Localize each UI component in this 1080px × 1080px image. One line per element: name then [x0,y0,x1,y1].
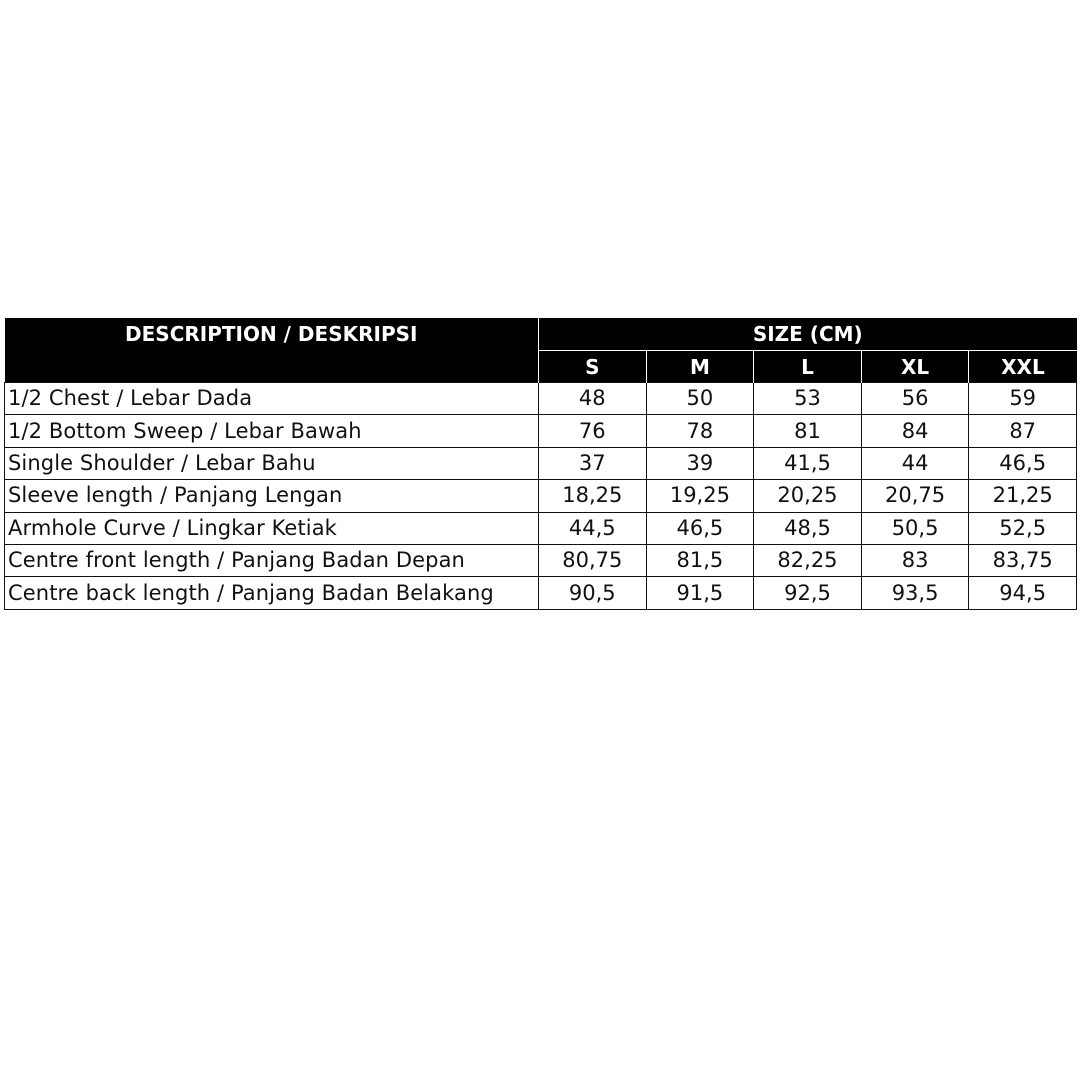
table-row [5,447,1077,479]
value-cell: 91,5 [646,577,754,609]
value-cell: 59 [969,383,1077,415]
size-header-xxl: XXL [969,351,1077,383]
value-cell: 21,25 [969,480,1077,512]
value-cell: 92,5 [754,577,862,609]
value-cell: 48 [539,383,647,415]
value-cell: 76 [539,415,647,447]
row-label: 1/2 Bottom Sweep / Lebar Bawah [5,415,539,447]
row-label: 1/2 Chest / Lebar Dada [5,383,539,415]
size-header-m: M [646,351,754,383]
value-cell: 81 [754,415,862,447]
size-chart-table [4,318,1077,610]
value-cell: 46,5 [969,447,1077,479]
header-row-primary [5,318,1077,351]
value-cell: 41,5 [754,447,862,479]
value-cell: 44,5 [539,512,647,544]
table-row [5,480,1077,512]
table-row [5,383,1077,415]
table-row [5,577,1077,609]
value-cell: 20,25 [754,480,862,512]
row-label: Armhole Curve / Lingkar Ketiak [5,512,539,544]
value-cell: 93,5 [861,577,969,609]
value-cell: 87 [969,415,1077,447]
value-cell: 20,75 [861,480,969,512]
size-header-s: S [539,351,647,383]
description-header: DESCRIPTION / DESKRIPSI [5,318,539,383]
value-cell: 39 [646,447,754,479]
value-cell: 52,5 [969,512,1077,544]
table-body [5,383,1077,610]
value-cell: 94,5 [969,577,1077,609]
value-cell: 81,5 [646,544,754,576]
value-cell: 46,5 [646,512,754,544]
table-row [5,415,1077,447]
value-cell: 90,5 [539,577,647,609]
value-cell: 83 [861,544,969,576]
value-cell: 78 [646,415,754,447]
row-label: Centre front length / Panjang Badan Depan [5,544,539,576]
value-cell: 48,5 [754,512,862,544]
value-cell: 53 [754,383,862,415]
table-row [5,512,1077,544]
value-cell: 84 [861,415,969,447]
value-cell: 80,75 [539,544,647,576]
row-label: Sleeve length / Panjang Lengan [5,480,539,512]
size-header-xl: XL [861,351,969,383]
value-cell: 37 [539,447,647,479]
value-cell: 18,25 [539,480,647,512]
row-label: Centre back length / Panjang Badan Belakang [5,577,539,609]
value-cell: 44 [861,447,969,479]
size-group-header: SIZE (CM) [539,318,1077,351]
value-cell: 56 [861,383,969,415]
table-row [5,544,1077,576]
size-header-l: L [754,351,862,383]
value-cell: 50 [646,383,754,415]
row-label: Single Shoulder / Lebar Bahu [5,447,539,479]
value-cell: 50,5 [861,512,969,544]
value-cell: 83,75 [969,544,1077,576]
value-cell: 82,25 [754,544,862,576]
value-cell: 19,25 [646,480,754,512]
